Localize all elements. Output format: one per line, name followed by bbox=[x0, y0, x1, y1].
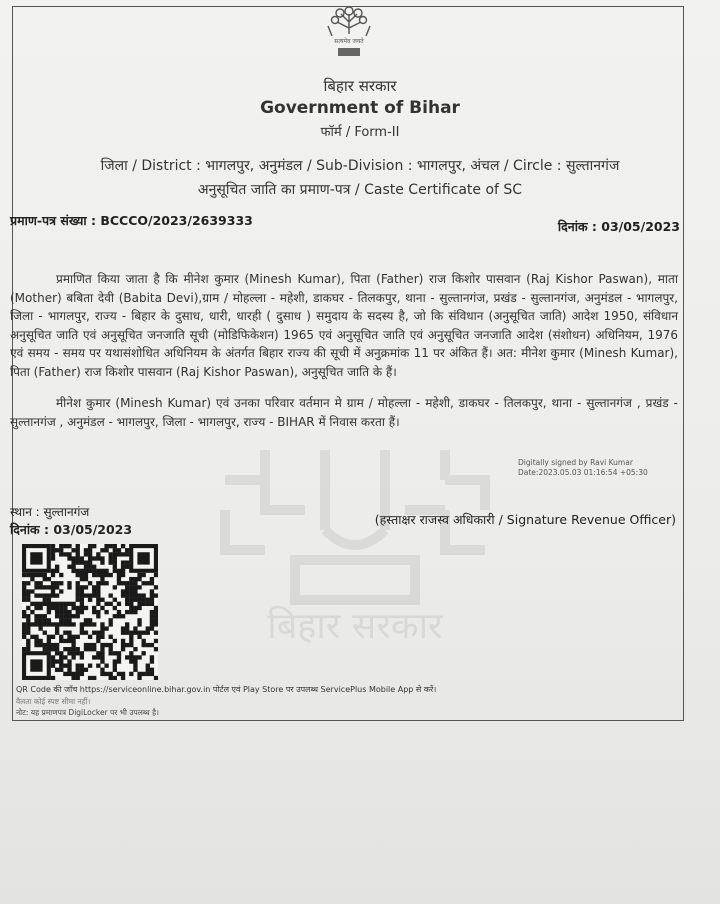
certificate-subtitle: अनुसूचित जाति का प्रमाण-पत्र / Caste Certificate of SC bbox=[197, 182, 523, 198]
issue-date: दिनांक : 03/05/2023 bbox=[10, 522, 133, 537]
certificate-date: दिनांक : 03/05/2023 bbox=[557, 219, 680, 234]
qr-verification-note: QR Code की जाँच https://serviceonline.bihar.gov.in पोर्टल एवं Play Store पर उपलब्ध ServicePlus Mobile App से करें। bbox=[16, 685, 437, 694]
form-label: फॉर्म / Form-II bbox=[320, 125, 400, 140]
officer-signature-label: (हस्ताक्षर राजस्व अधिकारी / Signature Revenue Officer) bbox=[374, 512, 676, 527]
watermark-text: बिहार सरकार bbox=[267, 606, 443, 647]
validity-note: वैलता कोई स्पष्ट सीमा नहीं। bbox=[16, 697, 91, 706]
residence-paragraph: मीनेश कुमार (Minesh Kumar) एवं उनका परिवार वर्तमान मे ग्राम / मोहल्ला - महेशी, डाकघर - तिलकपुर, थाना - सुल्तानगंज , प्रखंड - सुल्तानगंज , अनुमंडल - भागलपुर, जिला - भागलपुर, राज्य - BIHAR में निवास करता हैं। bbox=[10, 396, 678, 429]
digital-signature bbox=[518, 458, 648, 478]
location-line: जिला / District : भागलपुर, अनुमंडल / Sub-Division : भागलपुर, अंचल / Circle : सुल्तानगंज bbox=[100, 158, 620, 174]
digilocker-note: नोट: यह प्रमाणपत्र DigiLocker पर भी उपलब्ध है। bbox=[16, 708, 159, 717]
header-english-title: Government of Bihar bbox=[260, 98, 460, 118]
emblem-motto: सत्यमेव जयते bbox=[334, 38, 364, 45]
certification-paragraph: प्रमाणित किया जाता है कि मीनेश कुमार (Minesh Kumar), पिता (Father) राज किशोर पासवान (Raj Kishor Paswan), माता (Mother) बबिता देवी (Babita Devi),ग्राम / मोहल्ला - महेशी, डाकघर - तिलकपुर, थाना - सुल्तानगंज, प्रखंड - सुल्तानगंज, अनुमंडल - भागलपुर, जिला - भागलपुर, राज्य - बिहार के दुसाध, धारी, धारही ( दुसाध ) समुदाय के सदस्य है, जो कि संविधान (अनुसूचित जाति) आदेश 1950, संविधान अनुसूचित जाति एवं अनुसूचित जनजाति सूची (मोडिफिकेशन) 1965 एवं अनुसूचित जाति एवं अनुसूचित जनजाति आदेश (संशोधन) अधिनियम, 1976 एवं समय - समय पर यथासंशोधित अधिनियम के अंतर्गत बिहार राज्य की सूची में अनुक्रमांक 11 पर अंकित हैं। अत: मीनेश कुमार (Minesh Kumar), पिता (Father) राज किशोर पासवान (Raj Kishor Paswan), अनुसूचित जाति के हैं। bbox=[10, 272, 678, 379]
digital-signature-line1: Digitally signed by Ravi Kumar bbox=[518, 458, 633, 467]
header-hindi-title: बिहार सरकार bbox=[323, 77, 397, 95]
bihar-seal-watermark bbox=[205, 440, 505, 650]
place-label: स्थान : सुल्तानगंज bbox=[10, 505, 90, 519]
certificate-number: प्रमाण-पत्र संख्या : BCCCO/2023/2639333 bbox=[10, 213, 253, 228]
digital-signature-line2: Date:2023.05.03 01:16:54 +05:30 bbox=[518, 468, 648, 477]
bihar-emblem-logo bbox=[318, 4, 380, 58]
qr-code[interactable] bbox=[22, 544, 158, 680]
